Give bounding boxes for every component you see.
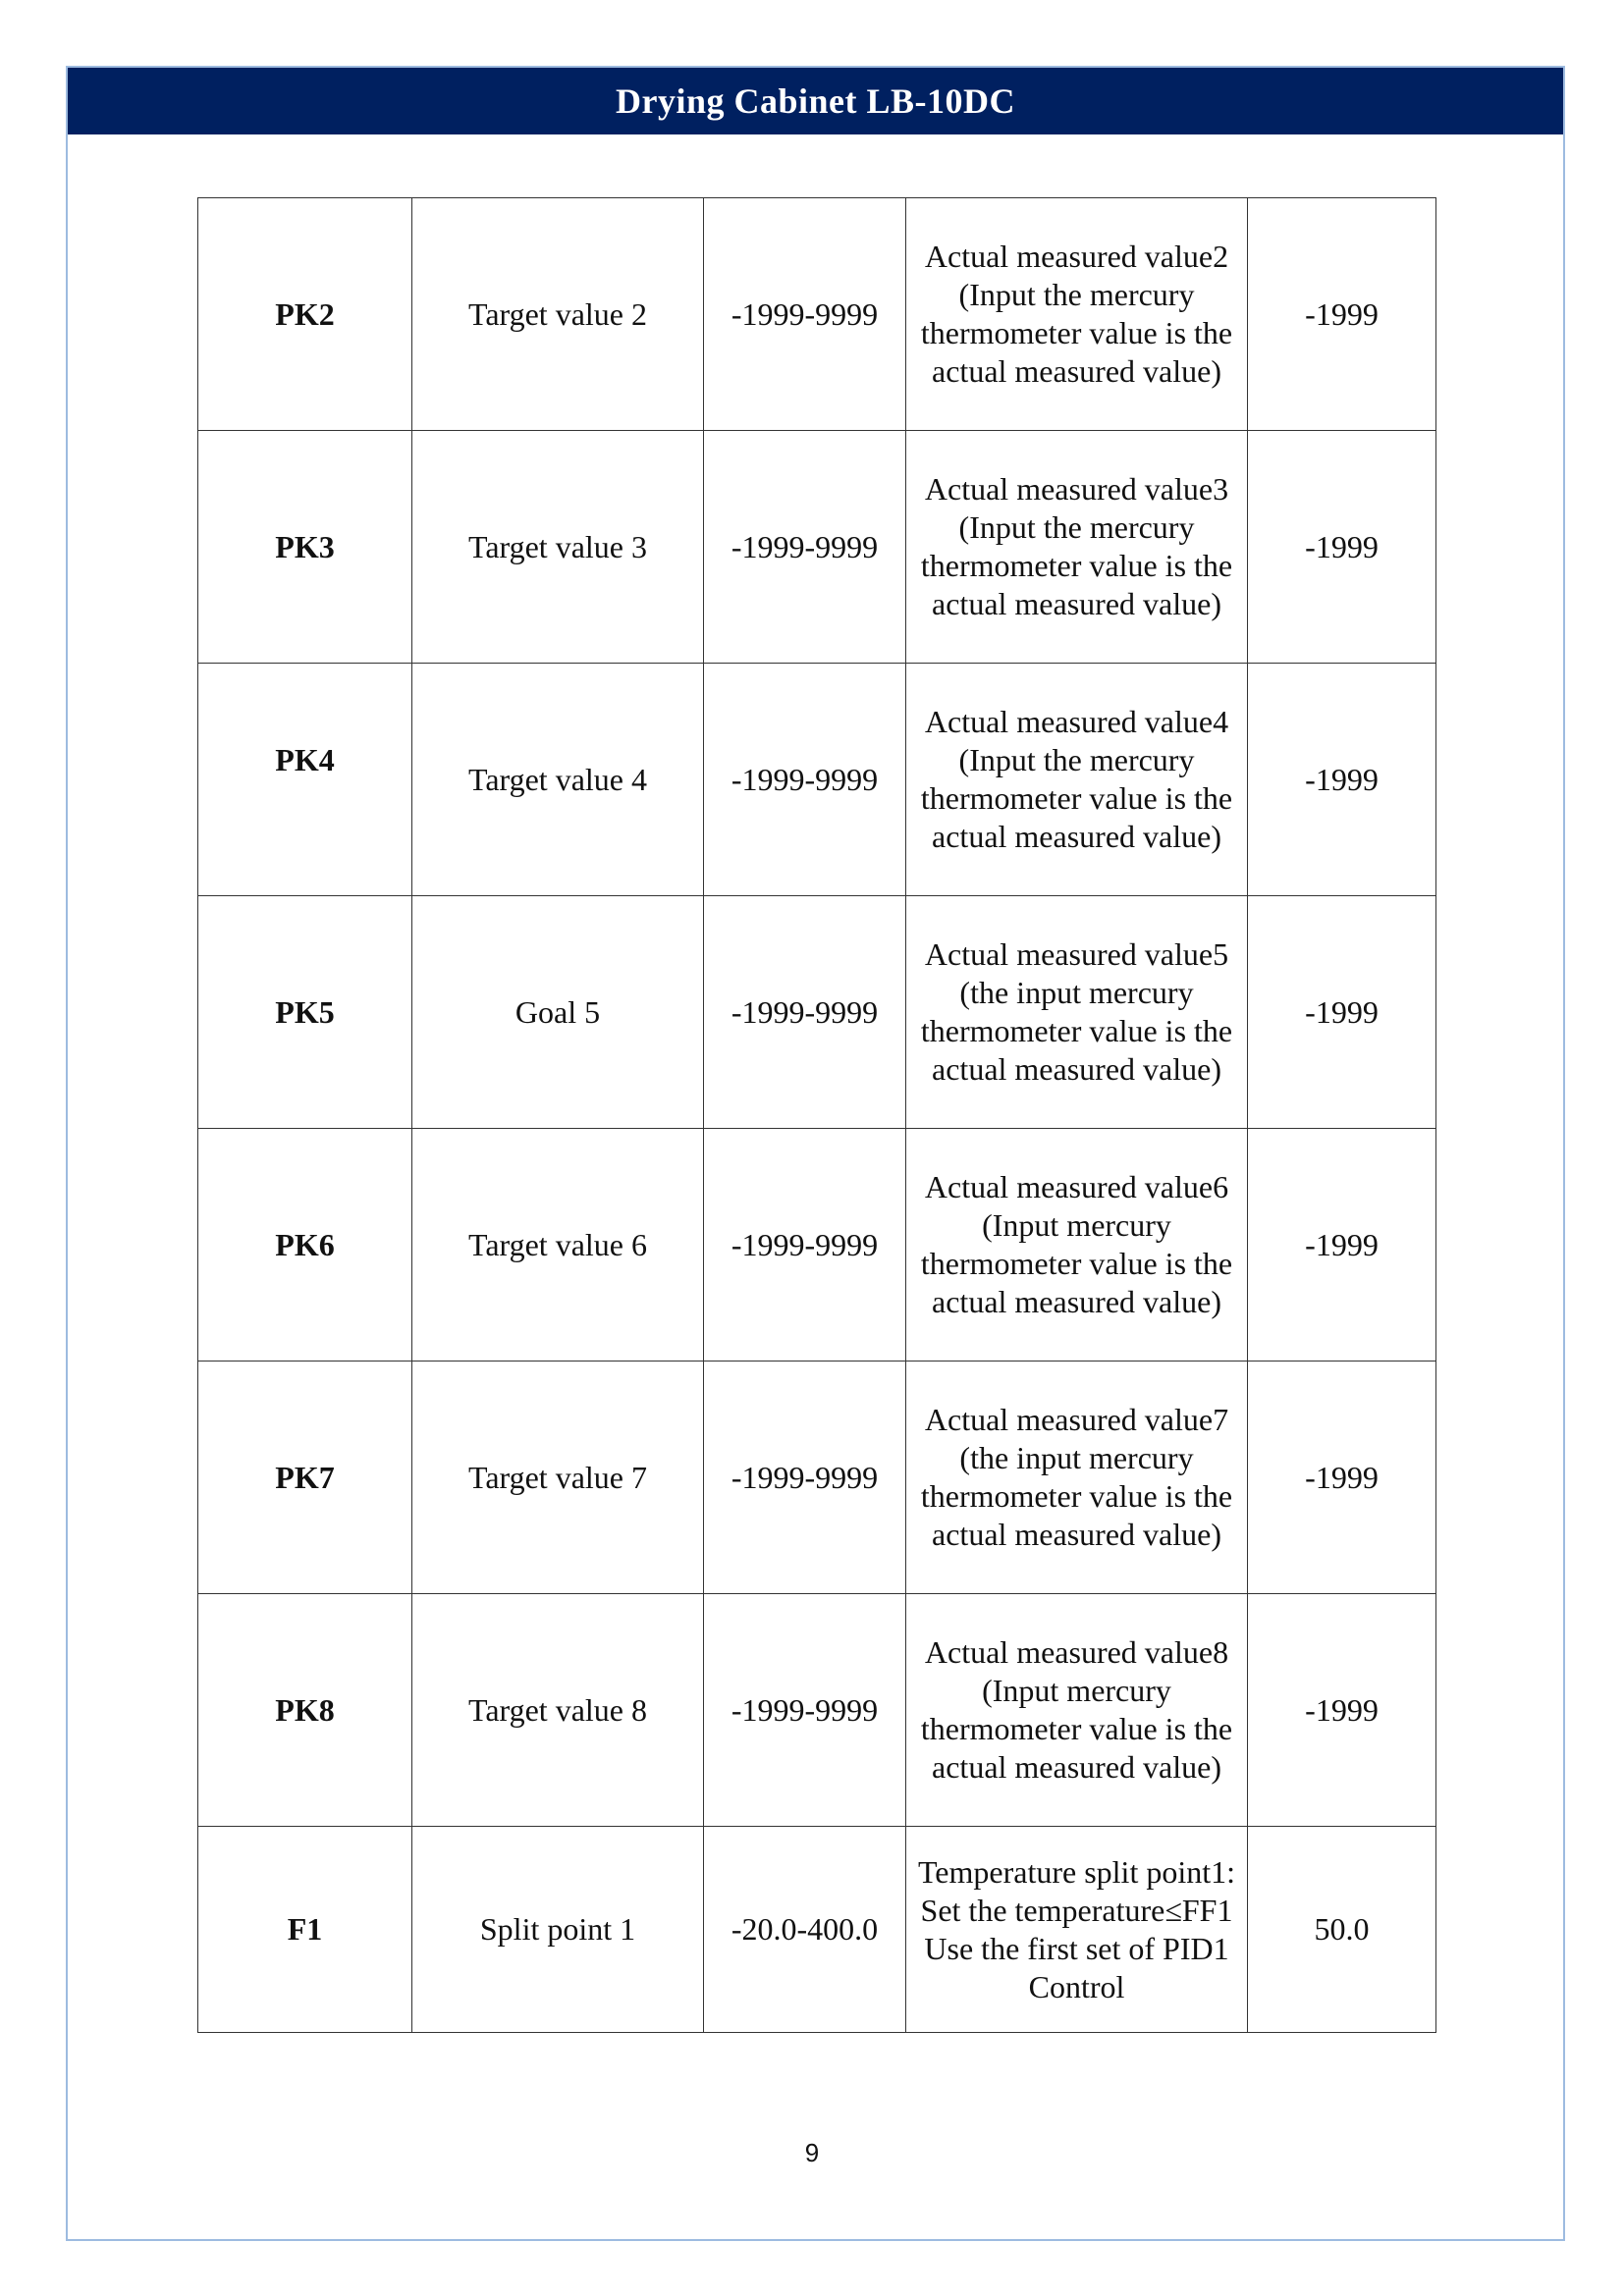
table-row xyxy=(198,431,1436,664)
parameter-range-cell xyxy=(704,198,906,431)
parameter-range-cell xyxy=(704,1827,906,2033)
parameter-range: -1999-9999 xyxy=(731,1226,879,1262)
parameter-name: Target value 6 xyxy=(468,1226,647,1262)
parameter-default-cell xyxy=(1248,198,1436,431)
parameter-name: Target value 8 xyxy=(468,1691,647,1728)
parameter-name: Target value 2 xyxy=(468,295,647,332)
parameter-description: Actual measured value5 (the input mercury thermometer value is the actual measured value) xyxy=(920,936,1233,1087)
parameter-range-cell xyxy=(704,1594,906,1827)
parameter-range: -1999-9999 xyxy=(731,528,879,564)
parameter-code: PK8 xyxy=(275,1691,335,1728)
parameter-description-cell xyxy=(906,431,1248,664)
parameter-range-cell xyxy=(704,664,906,896)
parameter-default-cell xyxy=(1248,1129,1436,1362)
parameter-code-cell xyxy=(198,664,412,896)
parameter-description-cell xyxy=(906,1129,1248,1362)
table-row xyxy=(198,198,1436,431)
parameter-description-cell xyxy=(906,1827,1248,2033)
parameter-description: Actual measured value2 (Input the mercury thermometer value is the actual measured value) xyxy=(920,239,1233,389)
parameter-default-cell xyxy=(1248,1827,1436,2033)
parameter-code: PK4 xyxy=(275,741,335,777)
table-row xyxy=(198,1129,1436,1362)
parameter-default: -1999 xyxy=(1305,761,1379,797)
table-row xyxy=(198,896,1436,1129)
parameter-name-cell xyxy=(412,664,704,896)
parameter-range: -1999-9999 xyxy=(731,993,879,1030)
parameter-code: PK5 xyxy=(275,993,335,1030)
parameter-name: Split point 1 xyxy=(479,1911,636,1947)
parameter-range-cell xyxy=(704,431,906,664)
parameter-table xyxy=(197,197,1436,2033)
parameter-default: -1999 xyxy=(1305,295,1379,332)
parameter-description-cell xyxy=(906,1594,1248,1827)
parameter-code: F1 xyxy=(287,1911,323,1947)
parameter-description-cell xyxy=(906,664,1248,896)
parameter-default-cell xyxy=(1248,896,1436,1129)
parameter-code: PK2 xyxy=(275,295,335,332)
parameter-description: Actual measured value6 (Input mercury thermometer value is the actual measured value) xyxy=(920,1169,1233,1319)
parameter-range-cell xyxy=(704,1362,906,1594)
parameter-description: Actual measured value3 (Input the mercury thermometer value is the actual measured value) xyxy=(920,471,1233,621)
parameter-description-cell xyxy=(906,1362,1248,1594)
parameter-code-cell xyxy=(198,1129,412,1362)
parameter-description: Actual measured value4 (Input the mercury thermometer value is the actual measured value) xyxy=(920,704,1233,854)
parameter-code-cell xyxy=(198,1594,412,1827)
document-title: Drying Cabinet LB-10DC xyxy=(615,81,1016,121)
parameter-default: 50.0 xyxy=(1314,1911,1370,1947)
parameter-code-cell xyxy=(198,431,412,664)
parameter-name-cell xyxy=(412,431,704,664)
parameter-description: Temperature split point1: Set the temperature≤FF1 Use the first set of PID1 Control xyxy=(917,1853,1235,2004)
parameter-name: Target value 3 xyxy=(468,528,647,564)
parameter-code-cell xyxy=(198,896,412,1129)
parameter-name: Goal 5 xyxy=(514,993,601,1030)
parameter-description: Actual measured value8 (Input mercury thermometer value is the actual measured value) xyxy=(920,1634,1233,1785)
parameter-name: Target value 4 xyxy=(468,761,647,797)
parameter-description: Actual measured value7 (the input mercury thermometer value is the actual measured value) xyxy=(920,1402,1233,1552)
parameter-range-cell xyxy=(704,896,906,1129)
parameter-name-cell xyxy=(412,1362,704,1594)
parameter-code-cell xyxy=(198,1827,412,2033)
parameter-name-cell xyxy=(412,1129,704,1362)
parameter-range: -20.0-400.0 xyxy=(731,1911,879,1947)
parameter-range: -1999-9999 xyxy=(731,295,879,332)
parameter-default: -1999 xyxy=(1305,1226,1379,1262)
parameter-default: -1999 xyxy=(1305,993,1379,1030)
page-number: 9 xyxy=(804,2138,820,2167)
parameter-default: -1999 xyxy=(1305,1459,1379,1495)
parameter-name-cell xyxy=(412,896,704,1129)
parameter-range: -1999-9999 xyxy=(731,1459,879,1495)
parameter-code-cell xyxy=(198,1362,412,1594)
parameter-default: -1999 xyxy=(1305,528,1379,564)
parameter-range: -1999-9999 xyxy=(731,1691,879,1728)
parameter-name-cell xyxy=(412,198,704,431)
parameter-code: PK7 xyxy=(275,1459,335,1495)
table-row xyxy=(198,1594,1436,1827)
parameter-description-cell xyxy=(906,198,1248,431)
parameter-name-cell xyxy=(412,1594,704,1827)
parameter-default-cell xyxy=(1248,1594,1436,1827)
parameter-code: PK3 xyxy=(275,528,335,564)
parameter-code: PK6 xyxy=(275,1226,335,1262)
parameter-description-cell xyxy=(906,896,1248,1129)
table-row xyxy=(198,1362,1436,1594)
parameter-range: -1999-9999 xyxy=(731,761,879,797)
parameter-name-cell xyxy=(412,1827,704,2033)
parameter-name: Target value 7 xyxy=(468,1459,647,1495)
parameter-default-cell xyxy=(1248,1362,1436,1594)
parameter-default-cell xyxy=(1248,664,1436,896)
parameter-default-cell xyxy=(1248,431,1436,664)
table-row xyxy=(198,1827,1436,2033)
table-row xyxy=(198,664,1436,896)
parameter-code-cell xyxy=(198,198,412,431)
header-bar xyxy=(68,68,1563,134)
parameter-default: -1999 xyxy=(1305,1691,1379,1728)
parameter-range-cell xyxy=(704,1129,906,1362)
